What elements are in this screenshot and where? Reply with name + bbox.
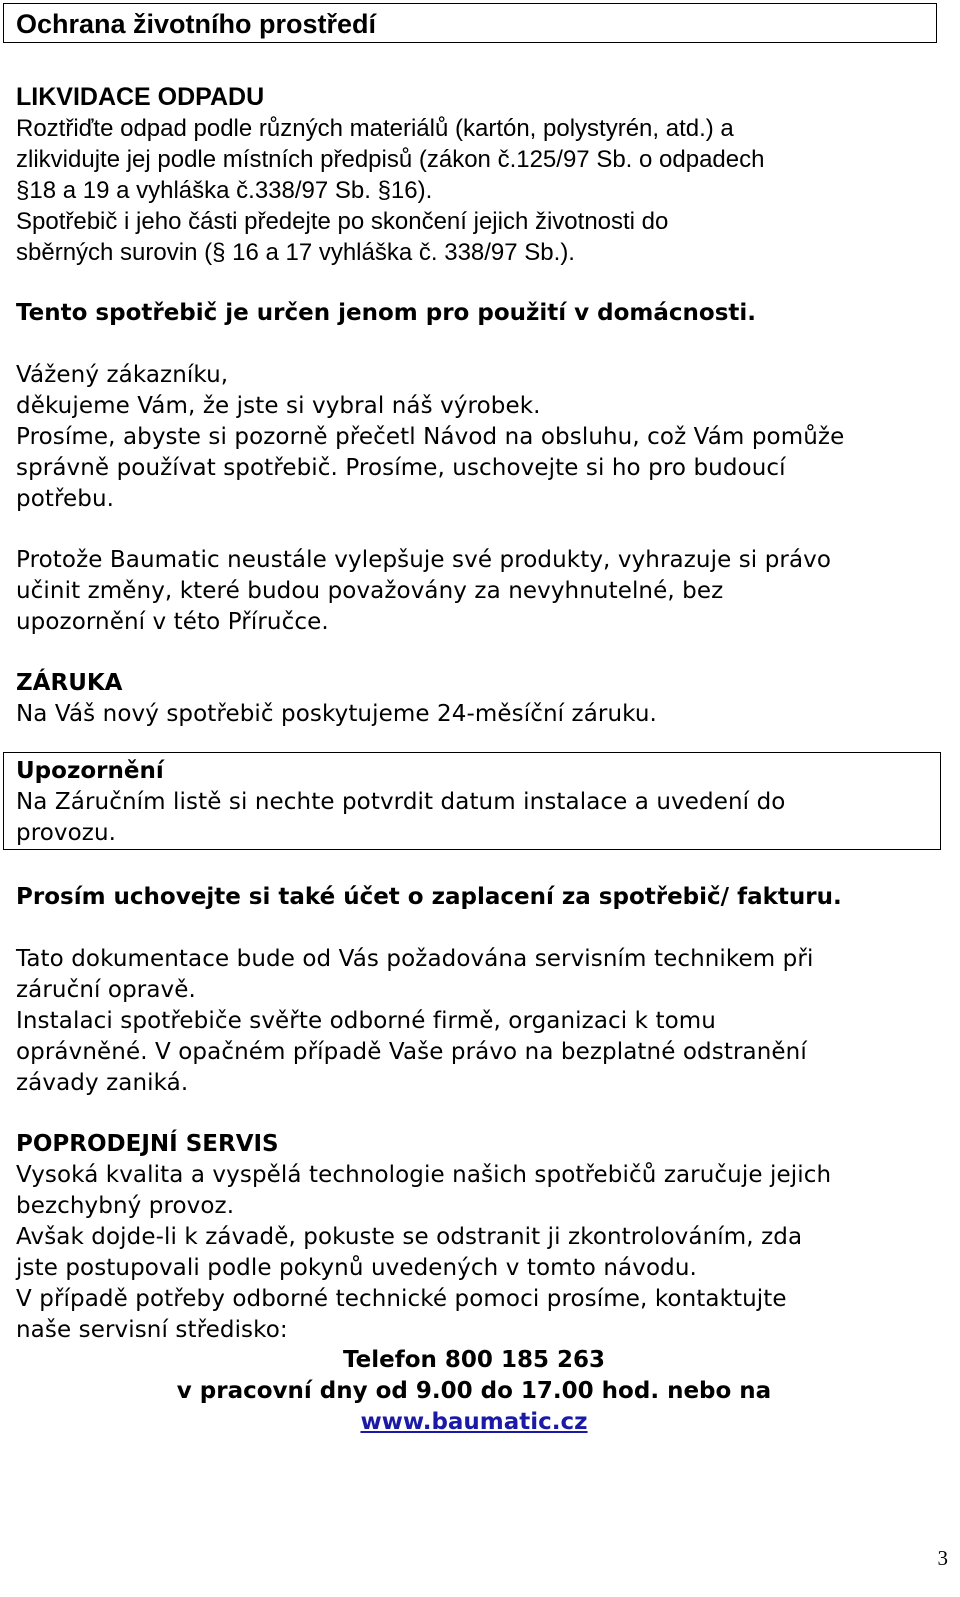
- service-hours: v pracovní dny od 9.00 do 17.00 hod. nebo na: [176, 1378, 772, 1404]
- warranty-heading: ZÁRUKA: [16, 670, 123, 696]
- greeting-line: potřebu.: [16, 486, 115, 512]
- documentation-line: Instalaci spotřebiče svěřte odborné firmě, organizaci k tomu: [16, 1008, 716, 1034]
- waste-heading: LIKVIDACE ODPADU: [16, 83, 265, 111]
- service-website-row: [0, 1407, 948, 1438]
- service-heading: POPRODEJNÍ SERVIS: [16, 1131, 279, 1157]
- documentation-line: Tato dokumentace bude od Vás požadována servisním technikem při: [16, 946, 814, 972]
- website-link[interactable]: www.baumatic.cz: [360, 1409, 588, 1435]
- documentation-line: oprávněné. V opačném případě Vaše právo na bezplatné odstranění: [16, 1039, 807, 1065]
- documentation-line: závady zaniká.: [16, 1070, 189, 1096]
- waste-line: Spotřebič i jeho části předejte po skončení jejich životnosti do: [16, 208, 669, 235]
- notice-heading: Upozornění: [16, 758, 164, 784]
- service-line: bezchybný provoz.: [16, 1193, 235, 1219]
- household-note: Tento spotřebič je určen jenom pro použití v domácnosti.: [16, 300, 757, 326]
- greeting-line: děkujeme Vám, že jste si vybral náš výrobek.: [16, 393, 541, 419]
- greeting-line: Prosíme, abyste si pozorně přečetl Návod na obsluhu, což Vám pomůže: [16, 424, 845, 450]
- service-line: jste postupovali podle pokynů uvedených v tomto návodu.: [16, 1255, 697, 1281]
- greeting-line: správně používat spotřebič. Prosíme, uschovejte si ho pro budoucí: [16, 455, 786, 481]
- waste-line: sběrných surovin (§ 16 a 17 vyhláška č. 338/97 Sb.).: [16, 239, 575, 266]
- service-line: V případě potřeby odborné technické pomoci prosíme, kontaktujte: [16, 1286, 787, 1312]
- notice-line: provozu.: [16, 820, 117, 846]
- greeting-line: Vážený zákazníku,: [16, 362, 229, 388]
- title-box: [3, 3, 937, 43]
- page-number: 3: [937, 1546, 948, 1570]
- improvements-line: Protože Baumatic neustále vylepšuje své produkty, vyhrazuje si právo: [16, 547, 832, 573]
- improvements-line: upozornění v této Příručce.: [16, 609, 329, 635]
- invoice-note: Prosím uchovejte si také účet o zaplacení za spotřebič/ fakturu.: [16, 884, 842, 910]
- waste-line: zlikvidujte jej podle místních předpisů (zákon č.125/97 Sb. o odpadech: [16, 146, 765, 173]
- documentation-line: záruční opravě.: [16, 977, 196, 1003]
- service-line: naše servisní středisko:: [16, 1317, 288, 1343]
- service-line: Avšak dojde-li k závadě, pokuste se odstranit ji zkontrolováním, zda: [16, 1224, 803, 1250]
- service-phone: Telefon 800 185 263: [343, 1347, 605, 1373]
- waste-line: §18 a 19 a vyhláška č.338/97 Sb. §16).: [16, 177, 433, 204]
- notice-line: Na Záručním listě si nechte potvrdit datum instalace a uvedení do: [16, 789, 786, 815]
- service-line: Vysoká kvalita a vyspělá technologie našich spotřebičů zaručuje jejich: [16, 1162, 832, 1188]
- waste-line: Roztřiďte odpad podle různých materiálů (kartón, polystyrén, atd.) a: [16, 115, 734, 142]
- warranty-text: Na Váš nový spotřebič poskytujeme 24-měsíční záruku.: [16, 701, 657, 727]
- improvements-line: učinit změny, které budou považovány za nevyhnutelné, bez: [16, 578, 724, 604]
- page-title: Ochrana životního prostředí: [16, 9, 377, 39]
